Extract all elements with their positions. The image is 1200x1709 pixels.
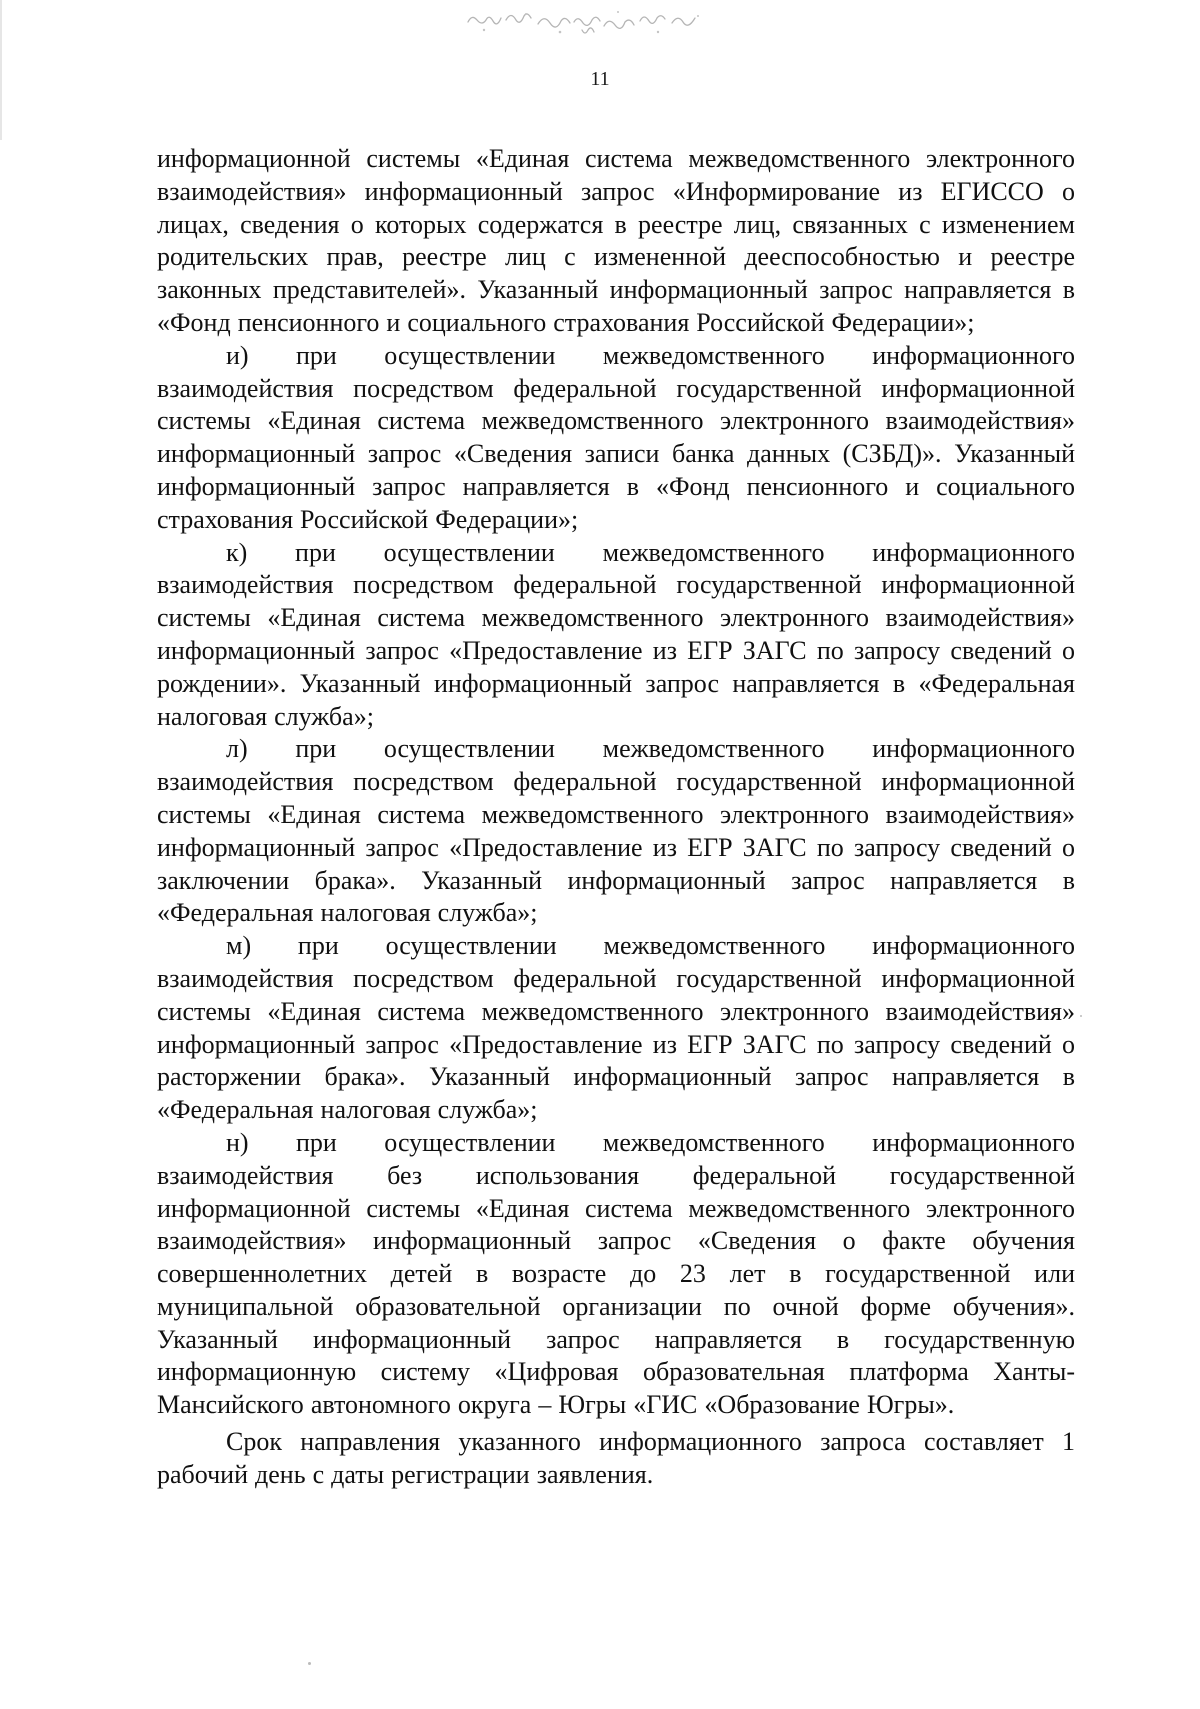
- paragraph-item-k: к) при осуществлении межведомственного информационного взаимодействия посредством федеральной государственной информационной системы «Единая система межведомственного электронного взаимодействия» информационный запрос «Предоставление из ЕГР ЗАГС по запросу сведений о рождении». Указанный информационный запрос направляется в «Федеральная налоговая служба»;: [157, 537, 1075, 731]
- document-body: [157, 143, 1075, 1492]
- paragraph-item-i: и) при осуществлении межведомственного информационного взаимодействия посредством федеральной государственной информационной системы «Единая система межведомственного электронного взаимодействия» информационный запрос «Сведения записи банка данных (СЗБД)». Указанный информационный запрос направляется в «Фонд пенсионного и социального страхования Российской Федерации»;: [157, 340, 1075, 534]
- faded-stamp-icon: [462, 4, 712, 40]
- paragraph-item-l: л) при осуществлении межведомственного информационного взаимодействия посредством федеральной государственной информационной системы «Единая система межведомственного электронного взаимодействия» информационный запрос «Предоставление из ЕГР ЗАГС по запросу сведений о заключении брака». Указанный информационный запрос направляется в «Федеральная налоговая служба»;: [157, 734, 1075, 928]
- paragraph-deadline: Срок направления указанного информационного запроса составляет 1 рабочий день с даты регистрации заявления.: [157, 1427, 1075, 1489]
- page-number: 11: [590, 68, 610, 90]
- paragraph-continuation: информационной системы «Единая система межведомственного электронного взаимодействия» информационный запрос «Информирование из ЕГИССО о лицах, сведения о которых содержатся в реестре лиц, связанных с изменением родительских прав, реестре лиц с измененной дееспособностью и реестре законных представителей». Указанный информационный запрос направляется в «Фонд пенсионного и социального страхования Российской Федерации»;: [157, 144, 1075, 337]
- scan-speck: [308, 1662, 311, 1665]
- paragraph-item-m: м) при осуществлении межведомственного информационного взаимодействия посредством федеральной государственной информационной системы «Единая система межведомственного электронного взаимодействия» информационный запрос «Предоставление из ЕГР ЗАГС по запросу сведений о расторжении брака». Указанный информационный запрос направляется в «Федеральная налоговая служба»;: [157, 931, 1075, 1125]
- scan-speck: [1080, 1015, 1082, 1017]
- paragraph-item-n: н) при осуществлении межведомственного информационного взаимодействия без использования федеральной государственной информационной системы «Единая система межведомственного электронного взаимодействия» информационный запрос «Сведения о факте обучения совершеннолетних детей в возрасте до 23 лет в государственной или муниципальной образовательной организации по очной форме обучения». Указанный информационный запрос направляется в государственную информационную систему «Цифровая образовательная платформа Ханты-Мансийского автономного округа – Югры «ГИС «Образование Югры».: [157, 1127, 1075, 1420]
